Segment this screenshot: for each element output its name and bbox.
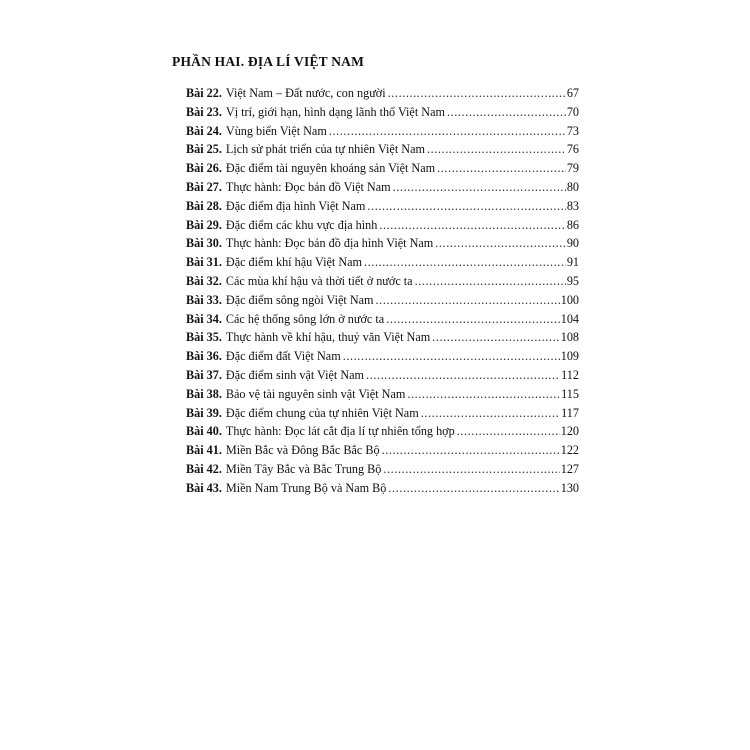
toc-page-number: 79 [566,161,579,176]
toc-page-number: 70 [566,104,579,119]
toc-entry [186,479,579,498]
toc-lesson-title: Thực hành về khí hậu, thuỷ văn Việt Nam [225,330,431,345]
toc-entry [186,272,579,291]
toc-entry [186,404,579,423]
toc-lesson-title: Thực hành: Đọc bản đồ Việt Nam [225,179,391,194]
toc-lesson-title: Đặc điểm khí hậu Việt Nam [225,255,363,270]
toc-lesson-title: Đặc điểm tài nguyên khoáng sản Việt Nam [225,161,436,176]
toc-dot-leader [421,404,560,423]
toc-lesson-title: Việt Nam – Đất nước, con người [225,86,386,100]
toc-lesson-title: Thực hành: Đọc lát cắt địa lí tự nhiên tổng hợp [225,424,455,439]
toc-dot-leader [415,272,566,291]
toc-entry [186,178,579,197]
toc-page-number: 86 [566,217,579,232]
toc-entry [186,103,579,122]
toc-dot-leader [343,347,560,366]
toc-lesson-title: Miền Bắc và Đông Bắc Bắc Bộ [225,443,380,458]
toc-lesson-number: Bài 24. [186,123,222,138]
toc-lesson-title: Vị trí, giới hạn, hình dạng lãnh thổ Việt Nam [225,104,445,119]
toc-lesson-number: Bài 33. [186,292,222,307]
toc-dot-leader [367,197,565,216]
toc-page-number: 104 [560,311,579,326]
toc-lesson-number: Bài 37. [186,367,222,382]
toc-page-number: 90 [566,236,579,251]
toc-dot-leader [432,328,560,347]
toc-entry [186,84,579,103]
toc-lesson-number: Bài 36. [186,349,222,364]
toc-page-number: 95 [566,273,579,288]
section-title: PHẦN HAI. ĐỊA LÍ VIỆT NAM [172,54,365,69]
toc-page-number: 100 [560,292,579,307]
toc-page-number: 130 [560,480,579,495]
toc-entry [186,366,579,385]
toc-page-number: 83 [566,198,579,213]
toc-dot-leader [366,366,560,385]
toc-dot-leader [379,216,565,235]
toc-lesson-number: Bài 26. [186,161,222,176]
toc-dot-leader [393,178,566,197]
toc-lesson-title: Miền Nam Trung Bộ và Nam Bộ [225,480,387,495]
toc-lesson-title: Đặc điểm các khu vực địa hình [225,217,378,232]
toc-entry [186,441,579,460]
toc-dot-leader [388,84,566,103]
table-of-contents [186,84,579,498]
toc-dot-leader [382,441,560,460]
toc-entry [186,140,579,159]
toc-lesson-number: Bài 25. [186,142,222,157]
toc-entry [186,310,579,329]
toc-dot-leader [435,234,566,253]
toc-entry [186,347,579,366]
toc-lesson-number: Bài 41. [186,443,222,458]
toc-entry [186,159,579,178]
toc-lesson-title: Các hệ thống sông lớn ở nước ta [225,311,385,326]
toc-lesson-title: Đặc điểm sinh vật Việt Nam [225,367,365,382]
toc-lesson-number: Bài 40. [186,424,222,439]
toc-lesson-number: Bài 28. [186,198,222,213]
toc-dot-leader [437,159,566,178]
toc-lesson-number: Bài 43. [186,480,222,495]
toc-lesson-title: Các mùa khí hậu và thời tiết ở nước ta [225,273,413,288]
toc-lesson-number: Bài 42. [186,461,222,476]
toc-page-number: 91 [566,255,579,270]
toc-dot-leader [386,310,560,329]
toc-dot-leader [447,103,566,122]
toc-entry [186,328,579,347]
toc-entry [186,291,579,310]
toc-entry [186,253,579,272]
toc-page-number: 112 [561,367,579,382]
toc-lesson-title: Thực hành: Đọc bản đồ địa hình Việt Nam [225,236,434,251]
toc-page-number: 120 [560,424,579,439]
toc-entry [186,216,579,235]
toc-entry [186,197,579,216]
toc-page-number: 67 [566,86,579,100]
toc-lesson-number: Bài 31. [186,255,222,270]
toc-page-number: 127 [560,461,579,476]
toc-dot-leader [364,253,566,272]
toc-lesson-title: Đặc điểm chung của tự nhiên Việt Nam [225,405,419,420]
toc-dot-leader [329,122,566,141]
toc-entry [186,122,579,141]
toc-lesson-number: Bài 27. [186,179,222,194]
toc-lesson-number: Bài 39. [186,405,222,420]
toc-entry [186,234,579,253]
toc-lesson-title: Đặc điểm sông ngòi Việt Nam [225,292,374,307]
toc-page-number: 80 [566,179,579,194]
toc-dot-leader [376,291,560,310]
toc-page-number: 109 [560,349,579,364]
toc-lesson-title: Bảo vệ tài nguyên sinh vật Việt Nam [225,386,406,401]
toc-lesson-title: Vùng biển Việt Nam [225,123,327,138]
toc-lesson-number: Bài 30. [186,236,222,251]
toc-lesson-number: Bài 34. [186,311,222,326]
toc-dot-leader [407,385,560,404]
toc-lesson-title: Miền Tây Bắc và Bắc Trung Bộ [225,461,382,476]
toc-entry [186,422,579,441]
toc-entry [186,460,579,479]
toc-page-number: 115 [561,386,579,401]
toc-dot-leader [383,460,559,479]
toc-page-number: 76 [566,142,579,157]
toc-lesson-number: Bài 35. [186,330,222,345]
toc-lesson-number: Bài 23. [186,104,222,119]
toc-page-number: 117 [561,405,579,420]
toc-lesson-number: Bài 38. [186,386,222,401]
toc-entry [186,385,579,404]
toc-dot-leader [388,479,559,498]
toc-lesson-title: Đặc điểm địa hình Việt Nam [225,198,366,213]
toc-lesson-title: Lịch sử phát triển của tự nhiên Việt Nam [225,142,425,157]
toc-dot-leader [457,422,560,441]
toc-page-number: 122 [560,443,579,458]
toc-lesson-number: Bài 29. [186,217,222,232]
toc-lesson-title: Đặc điểm đất Việt Nam [225,349,341,364]
toc-page-number: 108 [560,330,579,345]
toc-lesson-number: Bài 22. [186,86,222,100]
toc-dot-leader [427,140,566,159]
toc-lesson-number: Bài 32. [186,273,222,288]
toc-page-number: 73 [566,123,579,138]
